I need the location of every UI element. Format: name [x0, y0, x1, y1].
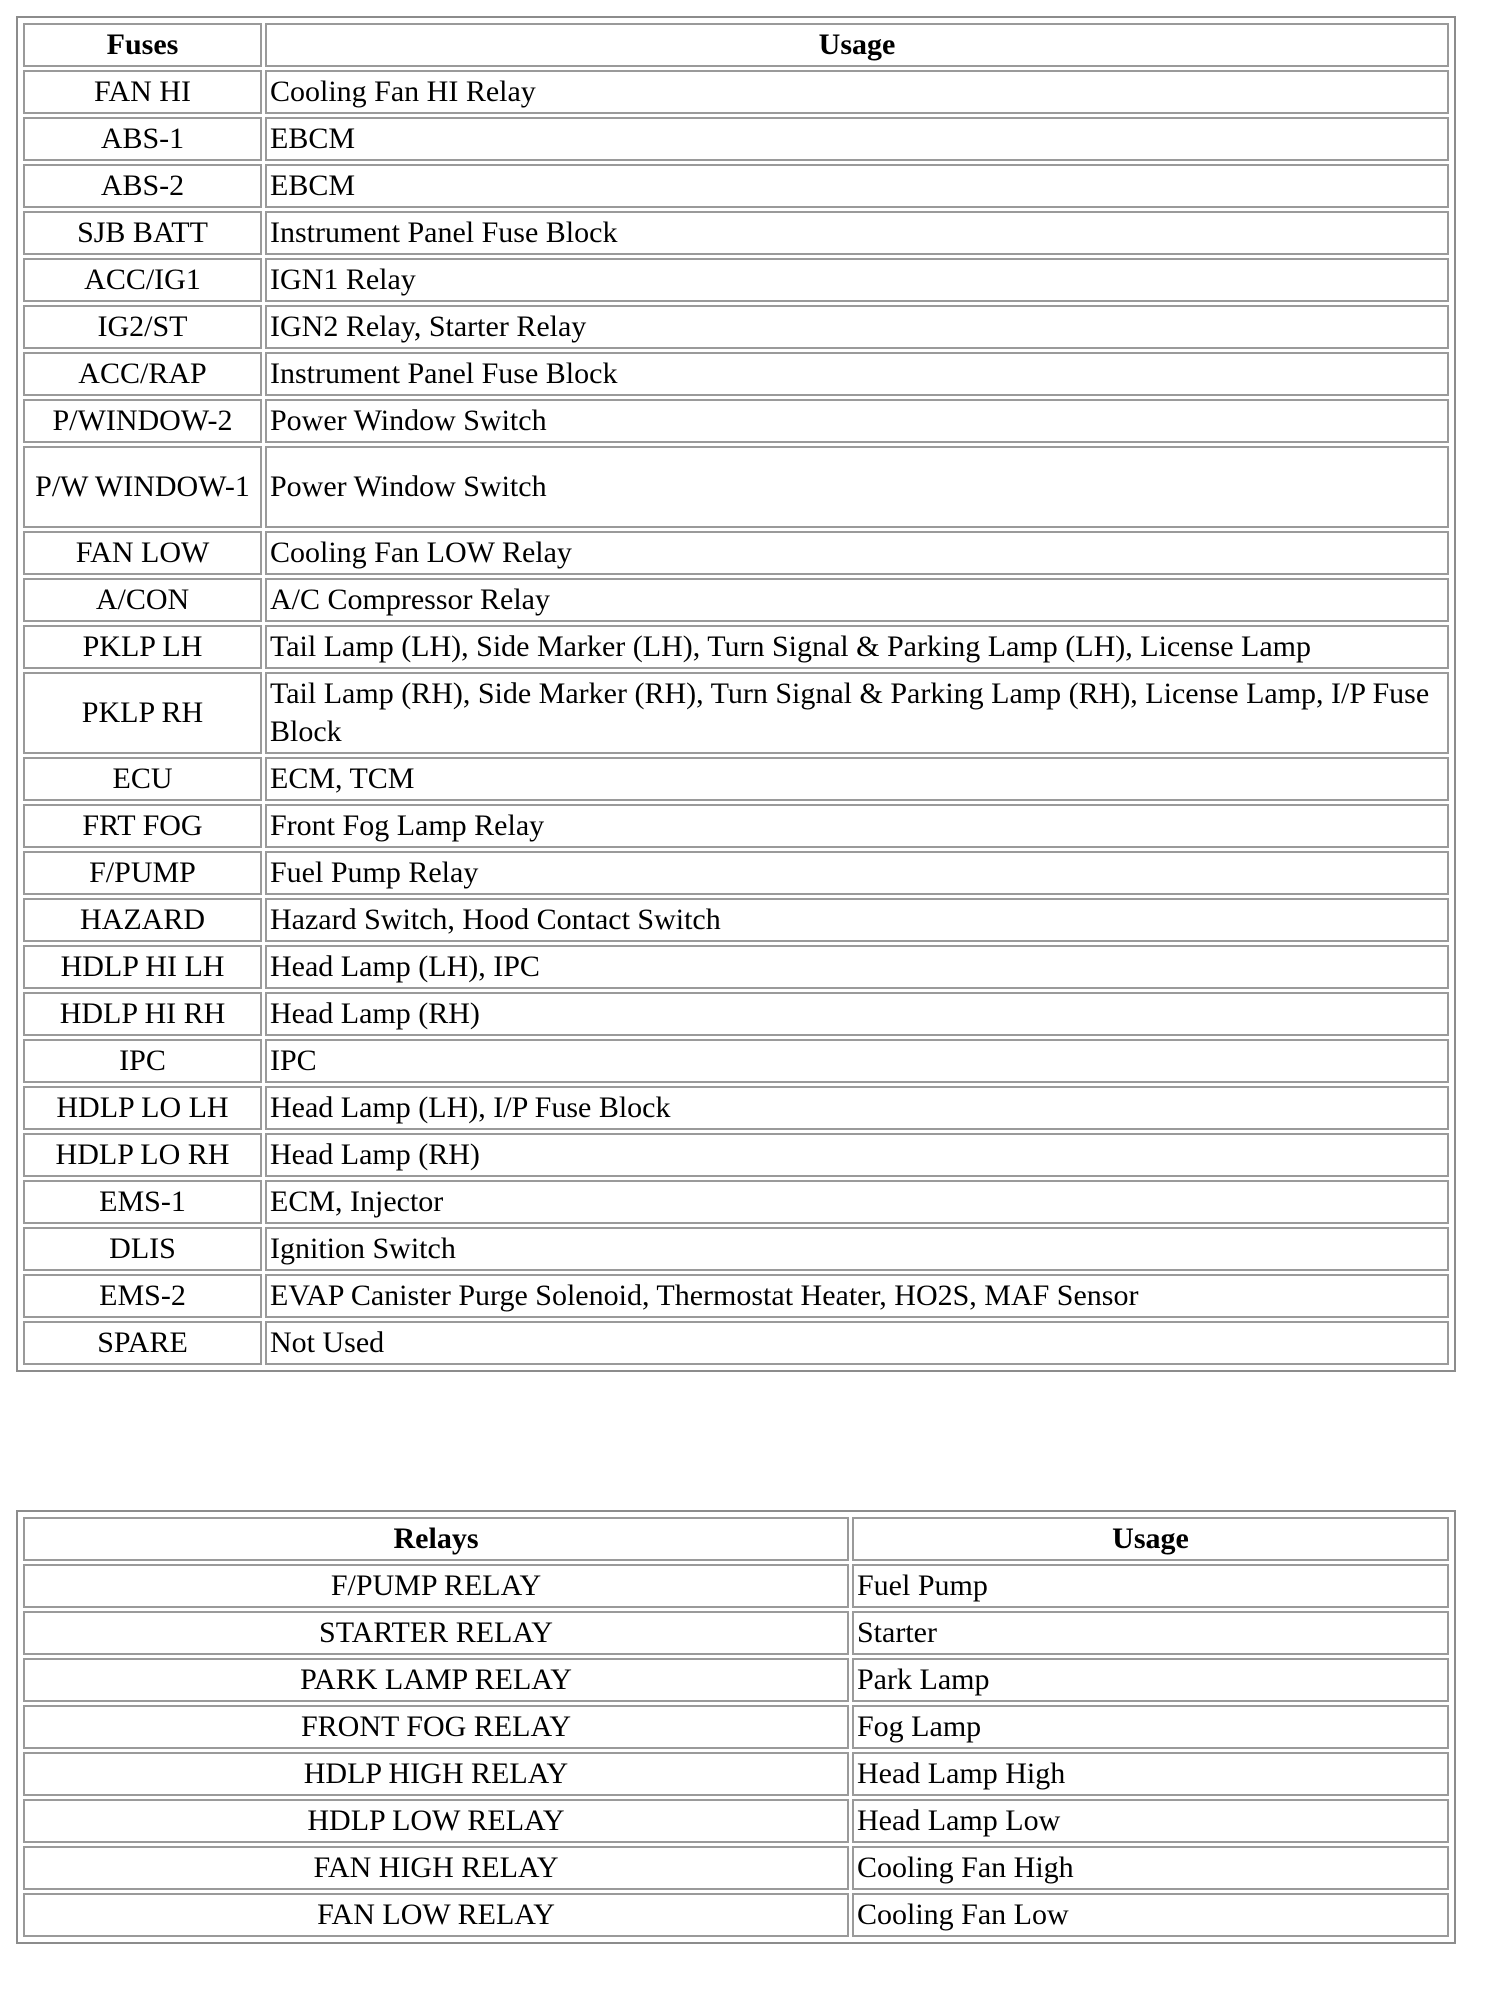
- table-row: [23, 70, 1449, 114]
- fuse-name: SJB BATT: [23, 211, 262, 255]
- fuse-name: FAN HI: [23, 70, 262, 114]
- fuse-usage: A/C Compressor Relay: [265, 578, 1449, 622]
- table-row: [23, 164, 1449, 208]
- table-row: [23, 1039, 1449, 1083]
- relay-usage: Head Lamp Low: [852, 1799, 1449, 1843]
- fuse-name: FAN LOW: [23, 531, 262, 575]
- table-row: [23, 1321, 1449, 1365]
- fuse-usage: Tail Lamp (RH), Side Marker (RH), Turn Signal & Parking Lamp (RH), License Lamp, I/P Fuse Block: [265, 672, 1449, 754]
- table-row: [23, 1133, 1449, 1177]
- fuse-name: A/CON: [23, 578, 262, 622]
- table-row: [23, 211, 1449, 255]
- relays-header-name: Relays: [23, 1517, 849, 1561]
- relay-name: STARTER RELAY: [23, 1611, 849, 1655]
- fuse-usage: Head Lamp (LH), IPC: [265, 945, 1449, 989]
- relay-usage: Park Lamp: [852, 1658, 1449, 1702]
- fuse-usage: Instrument Panel Fuse Block: [265, 211, 1449, 255]
- fuse-usage: Head Lamp (RH): [265, 1133, 1449, 1177]
- table-row: [23, 1274, 1449, 1318]
- relays-table-container: [16, 1510, 1456, 1944]
- table-row: [23, 1564, 1449, 1608]
- table-row: [23, 1705, 1449, 1749]
- fuse-usage: Head Lamp (LH), I/P Fuse Block: [265, 1086, 1449, 1130]
- fuse-name: IG2/ST: [23, 305, 262, 349]
- relay-usage: Head Lamp High: [852, 1752, 1449, 1796]
- fuse-usage: Cooling Fan HI Relay: [265, 70, 1449, 114]
- fuse-name: ACC/RAP: [23, 352, 262, 396]
- table-row: [23, 1658, 1449, 1702]
- fuse-usage: Ignition Switch: [265, 1227, 1449, 1271]
- fuse-usage: Power Window Switch: [265, 446, 1449, 528]
- table-row: [23, 992, 1449, 1036]
- fuse-name: HAZARD: [23, 898, 262, 942]
- relays-header-usage: Usage: [852, 1517, 1449, 1561]
- relay-name: FAN HIGH RELAY: [23, 1846, 849, 1890]
- table-row: [23, 1799, 1449, 1843]
- table-row: [23, 898, 1449, 942]
- fuse-name: P/W WINDOW-1: [23, 446, 262, 528]
- fuse-usage: Power Window Switch: [265, 399, 1449, 443]
- fuse-name: ACC/IG1: [23, 258, 262, 302]
- relay-usage: Fuel Pump: [852, 1564, 1449, 1608]
- fuse-name: SPARE: [23, 1321, 262, 1365]
- table-row: [23, 578, 1449, 622]
- fuses-table: [20, 20, 1452, 1368]
- table-row: [23, 1846, 1449, 1890]
- fuse-usage: Head Lamp (RH): [265, 992, 1449, 1036]
- relay-name: PARK LAMP RELAY: [23, 1658, 849, 1702]
- fuse-usage: Tail Lamp (LH), Side Marker (LH), Turn Signal & Parking Lamp (LH), License Lamp: [265, 625, 1449, 669]
- relay-name: F/PUMP RELAY: [23, 1564, 849, 1608]
- fuse-usage: EBCM: [265, 117, 1449, 161]
- fuse-name: HDLP LO RH: [23, 1133, 262, 1177]
- table-row: [23, 117, 1449, 161]
- fuse-usage: IPC: [265, 1039, 1449, 1083]
- fuse-name: ABS-2: [23, 164, 262, 208]
- table-row: [23, 1611, 1449, 1655]
- relays-header-row: [23, 1517, 1449, 1561]
- fuse-name: P/WINDOW-2: [23, 399, 262, 443]
- table-row: [23, 945, 1449, 989]
- fuse-name: EMS-1: [23, 1180, 262, 1224]
- fuse-name: HDLP HI RH: [23, 992, 262, 1036]
- fuses-header-row: [23, 23, 1449, 67]
- relay-name: HDLP HIGH RELAY: [23, 1752, 849, 1796]
- fuse-name: ECU: [23, 757, 262, 801]
- fuse-usage: Instrument Panel Fuse Block: [265, 352, 1449, 396]
- fuse-usage: Fuel Pump Relay: [265, 851, 1449, 895]
- fuse-usage: Hazard Switch, Hood Contact Switch: [265, 898, 1449, 942]
- fuse-usage: IGN2 Relay, Starter Relay: [265, 305, 1449, 349]
- fuse-name: F/PUMP: [23, 851, 262, 895]
- fuse-usage: EBCM: [265, 164, 1449, 208]
- table-row: [23, 804, 1449, 848]
- fuse-usage: EVAP Canister Purge Solenoid, Thermostat Heater, HO2S, MAF Sensor: [265, 1274, 1449, 1318]
- fuse-name: EMS-2: [23, 1274, 262, 1318]
- fuse-usage: Front Fog Lamp Relay: [265, 804, 1449, 848]
- fuse-name: HDLP LO LH: [23, 1086, 262, 1130]
- fuse-usage: Not Used: [265, 1321, 1449, 1365]
- relay-name: FRONT FOG RELAY: [23, 1705, 849, 1749]
- table-row: [23, 1227, 1449, 1271]
- fuse-name: DLIS: [23, 1227, 262, 1271]
- fuses-header-name: Fuses: [23, 23, 262, 67]
- fuse-usage: IGN1 Relay: [265, 258, 1449, 302]
- fuse-name: PKLP RH: [23, 672, 262, 754]
- fuse-name: PKLP LH: [23, 625, 262, 669]
- table-row: [23, 757, 1449, 801]
- table-row: [23, 531, 1449, 575]
- fuse-usage: ECM, TCM: [265, 757, 1449, 801]
- table-row: [23, 305, 1449, 349]
- table-row: [23, 446, 1449, 528]
- table-row: [23, 672, 1449, 754]
- table-row: [23, 258, 1449, 302]
- fuses-header-usage: Usage: [265, 23, 1449, 67]
- table-row: [23, 352, 1449, 396]
- table-row: [23, 851, 1449, 895]
- fuse-usage: ECM, Injector: [265, 1180, 1449, 1224]
- relay-usage: Cooling Fan Low: [852, 1893, 1449, 1937]
- fuse-name: HDLP HI LH: [23, 945, 262, 989]
- fuse-name: FRT FOG: [23, 804, 262, 848]
- relay-usage: Starter: [852, 1611, 1449, 1655]
- table-row: [23, 1752, 1449, 1796]
- fuse-usage: Cooling Fan LOW Relay: [265, 531, 1449, 575]
- fuse-name: ABS-1: [23, 117, 262, 161]
- fuses-table-container: [16, 16, 1456, 1372]
- relay-name: HDLP LOW RELAY: [23, 1799, 849, 1843]
- relays-table: [20, 1514, 1452, 1940]
- fuse-name: IPC: [23, 1039, 262, 1083]
- table-row: [23, 399, 1449, 443]
- relay-usage: Cooling Fan High: [852, 1846, 1449, 1890]
- table-row: [23, 1180, 1449, 1224]
- table-row: [23, 1893, 1449, 1937]
- relay-usage: Fog Lamp: [852, 1705, 1449, 1749]
- table-row: [23, 625, 1449, 669]
- table-row: [23, 1086, 1449, 1130]
- relay-name: FAN LOW RELAY: [23, 1893, 849, 1937]
